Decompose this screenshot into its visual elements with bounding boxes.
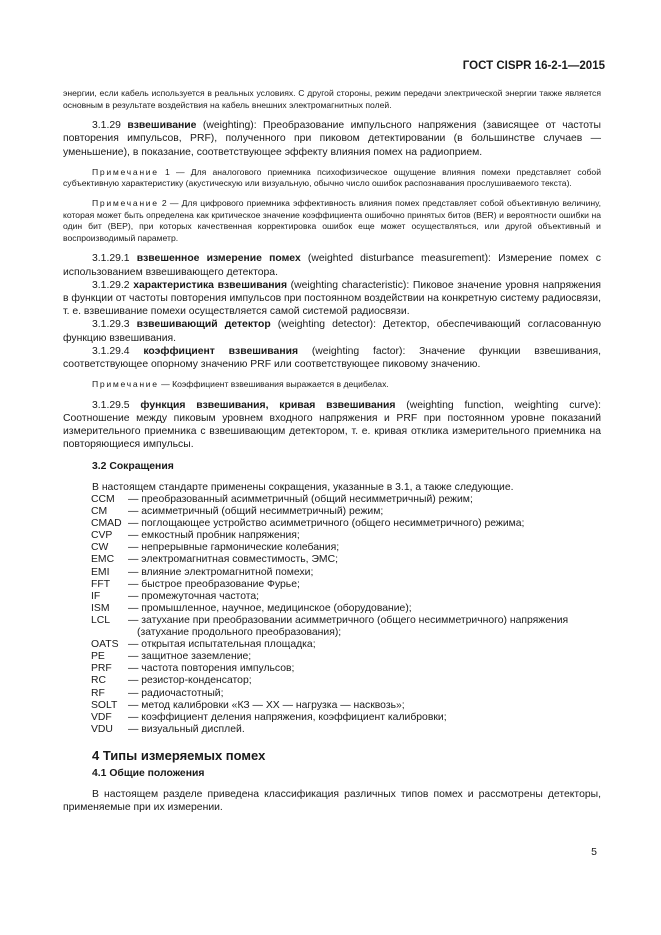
note-2: Примечание 2 — Для цифрового приемника эффективность влияния помех представляет собой объективную величину, которая может быть определена как критическое значение коэффициента ошибочно принятых битов (BER) и вероятности ошибки на один бит (BEP), при которых качественная корректировка ошибок еще может осуществляться, или другой объективный и воспроизводимый параметр.: [63, 197, 601, 243]
abbreviation-row: [91, 675, 568, 687]
abbreviation-description: — промышленное, научное, медицинское (оборудование);: [128, 602, 412, 614]
abbreviation-row: [91, 700, 568, 712]
abbreviation-row: [91, 542, 568, 554]
abbreviation-code: CW: [91, 542, 109, 554]
abbreviation-code: LCL: [91, 614, 111, 626]
abbreviation-description: — частота повторения импульсов;: [128, 663, 295, 675]
abbreviation-code: VDU: [91, 723, 113, 735]
abbreviation-description: — затухание при преобразовании асимметричного (общего несимметричного) напряжения: [128, 614, 569, 626]
abbreviation-description: — преобразованный асимметричный (общий несимметричный) режим;: [128, 494, 473, 505]
abbreviation-code: EMC: [91, 554, 115, 566]
abbreviation-code: CM: [91, 506, 108, 518]
abbreviation-row: [91, 651, 568, 663]
note-1: Примечание 1 — Для аналогового приемника психофизическое ощущение влияния помехи представляет собой субъективную характеристику (акустическую или визуальную, обычно число ошибок распознавания прослушиваемого текста).: [63, 166, 601, 189]
abbreviation-description: — электромагнитная совместимость, ЭМС;: [128, 554, 338, 566]
section-4-1-title: 4.1 Общие положения: [92, 768, 205, 780]
abbreviation-description: — защитное заземление;: [128, 651, 252, 663]
note-3: Примечание — Коэффициент взвешивания выражается в децибелах.: [92, 379, 389, 390]
abbreviation-code: CVP: [91, 530, 113, 542]
abbreviation-code: CMAD: [91, 518, 122, 530]
abbreviation-description: — радиочастотный;: [128, 687, 224, 699]
abbreviation-description: — асимметричный (общий несимметричный) режим;: [128, 506, 384, 518]
standard-header: ГОСТ CISPR 16-2-1—2015: [462, 60, 605, 72]
section-4-1-text: В настоящем разделе приведена классификация различных типов помех и рассмотрены детекторы, применяемые при их измерении.: [63, 789, 601, 814]
definition-3-1-29-4: 3.1.29.4 коэффициент взвешивания (weighting factor): Значение функции взвешивания, соответствующее опорному значению PRF или соответствующее пиковому значению.: [63, 345, 601, 370]
abbreviation-description: (затухание продольного преобразования);: [137, 627, 342, 639]
abbreviation-row: [91, 530, 568, 542]
abbreviation-row: [91, 567, 568, 579]
abbreviation-description: — влияние электромагнитной помехи;: [128, 566, 314, 578]
definition-3-1-29-2: 3.1.29.2 характеристика взвешивания (weighting characteristic): Пиковое значение уровня напряжения в функции от частоты повторения импульсов при постоянном воздействии на конкретную систему радиосвязи, т. е. взвешивание помехи осуществляется самой системой радиосвязи.: [63, 279, 601, 318]
abbreviation-row: [91, 554, 568, 566]
definition-3-1-29-3: 3.1.29.3 взвешивающий детектор (weighting detector): Детектор, обеспечивающий согласованную функцию взвешивания.: [63, 319, 602, 344]
abbreviations-list: [91, 494, 568, 736]
section-4-title: 4 Типы измеряемых помех: [92, 747, 266, 763]
abbreviation-row: [91, 615, 568, 627]
document-body: [63, 88, 601, 815]
abbreviation-code: CCM: [91, 494, 115, 505]
abbreviation-code: RF: [91, 687, 105, 699]
abbreviation-code: IF: [91, 590, 101, 602]
intro-paragraph: энергии, если кабель используется в реальных условиях. С другой стороны, режим передачи электрической энергии также является основным в результате воздействия на кабель внешних электромагнитных полей.: [63, 88, 601, 110]
abbreviation-row: [91, 506, 568, 518]
abbreviation-code: PE: [91, 651, 105, 663]
abbreviation-row: [91, 712, 568, 724]
abbreviation-row: [91, 518, 568, 530]
abbreviation-code: FFT: [91, 578, 111, 590]
abbreviation-code: SOLT: [91, 699, 118, 711]
abbreviation-row: [91, 663, 568, 675]
section-3-2-title: 3.2 Сокращения: [92, 460, 174, 472]
abbreviation-description: — визуальный дисплей.: [128, 723, 245, 735]
definition-3-1-29-5: 3.1.29.5 функция взвешивания, кривая взвешивания (weighting function, weighting curve): Соотношение между пиковым уровнем входного напряжения и PRF при постоянном уровне показаний измерительного приемника с взвешивающим детектором, т. е. кривая отклика измерительного приемника на повторяющиеся импульсы.: [63, 399, 601, 451]
abbreviation-description: — открытая испытательная площадка;: [128, 639, 316, 651]
abbreviation-description: — резистор-конденсатор;: [128, 675, 252, 687]
abbreviation-row: [91, 494, 568, 506]
abbreviation-row: [91, 724, 568, 736]
abbreviation-description: — промежуточная частота;: [128, 590, 260, 602]
definition-3-1-29-1: 3.1.29.1 взвешенное измерение помех (weighted disturbance measurement): Измерение помех с использованием взвешивающего детектора.: [63, 253, 601, 278]
abbreviation-row: [91, 579, 568, 591]
abbreviation-description: — поглощающее устройство асимметричного (общего несимметричного) режима;: [128, 518, 525, 530]
abbreviation-description: — непрерывные гармонические колебания;: [128, 542, 340, 554]
definition-3-1-29: 3.1.29 взвешивание (weighting): Преобразование импульсного напряжения (зависящее от частоты повторения импульсов, PRF), полученного при пиковом детектировании (в большинстве случаев — уменьшение), в показание, соответствующее эффекту влияния помех на радиоприем.: [63, 120, 602, 158]
abbreviation-row: [91, 639, 568, 651]
abbreviation-row: [91, 603, 568, 615]
abbreviation-code: RC: [91, 675, 107, 687]
abbreviation-description: — коэффициент деления напряжения, коэффициент калибровки;: [128, 711, 447, 723]
abbreviation-description: — емкостный пробник напряжения;: [128, 530, 300, 542]
abbreviation-description: — метод калибровки «КЗ — XX — нагрузка — насквозь»;: [128, 699, 405, 711]
page-number: 5: [591, 846, 597, 858]
section-3-2-intro: В настоящем стандарте применены сокращения, указанные в 3.1, а также следующие.: [92, 481, 514, 493]
abbreviation-row: [91, 627, 568, 639]
abbreviation-code: [91, 627, 128, 639]
abbreviation-description: — быстрое преобразование Фурье;: [128, 578, 300, 590]
abbreviation-row: [91, 688, 568, 700]
abbreviation-code: VDF: [91, 711, 112, 723]
abbreviation-code: OATS: [91, 639, 119, 651]
abbreviation-code: ISM: [91, 602, 110, 614]
abbreviation-code: PRF: [91, 663, 112, 675]
abbreviation-row: [91, 591, 568, 603]
abbreviation-code: EMI: [91, 566, 110, 578]
